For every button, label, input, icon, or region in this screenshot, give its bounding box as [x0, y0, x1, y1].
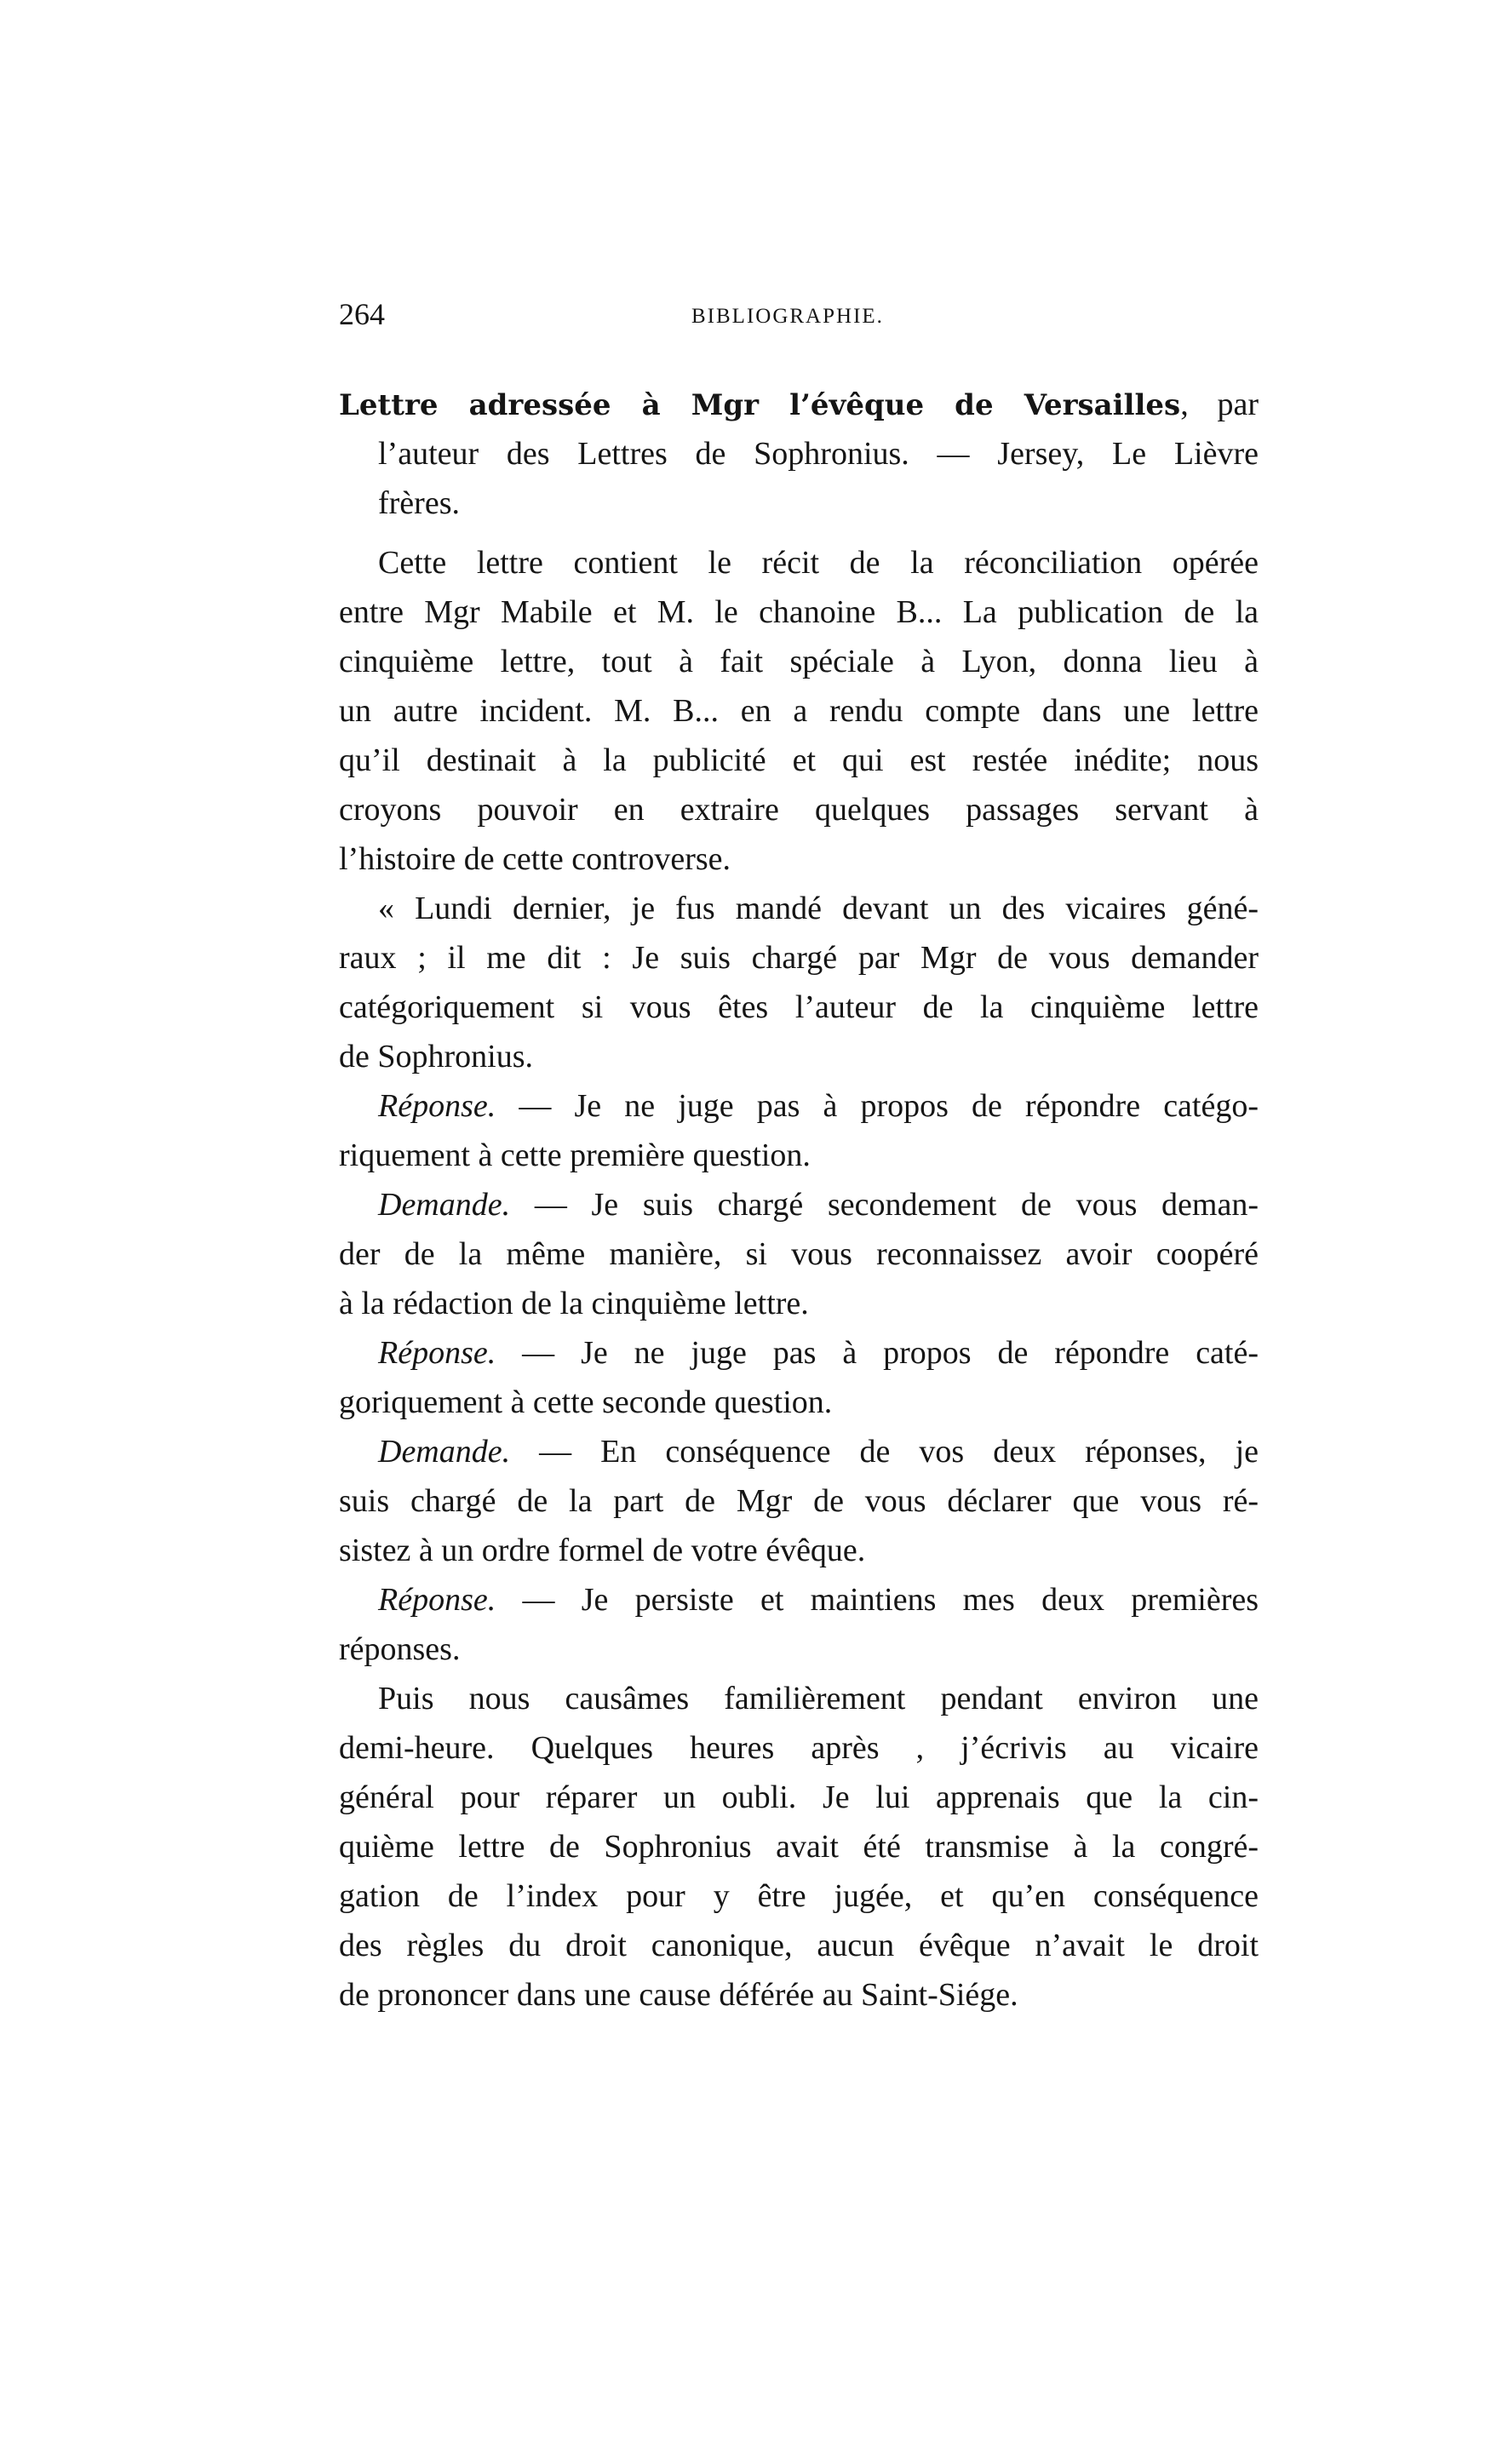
- text-line: [339, 1180, 1259, 1229]
- text-span: demi-heure. Quelques heures après , j’écrivis au vicaire: [339, 1730, 1259, 1766]
- text-span: catégoriquement si vous êtes l’auteur de la cinquième lettre: [339, 989, 1259, 1025]
- text-span: riquement à cette première question.: [339, 1137, 811, 1173]
- text-line: [339, 1328, 1259, 1378]
- text-line: [339, 429, 1259, 478]
- text-line: [339, 1773, 1259, 1822]
- text-line: [339, 1921, 1259, 1970]
- text-span: de Sophronius.: [339, 1039, 533, 1074]
- text-span: de prononcer dans une cause déférée au Saint-Siége.: [339, 1977, 1018, 2013]
- text-span: frères.: [378, 485, 460, 521]
- text-span: suis chargé de la part de Mgr de vous déclarer que vous ré-: [339, 1483, 1259, 1519]
- text-span: « Lundi dernier, je fus mandé devant un des vicaires géné-: [378, 891, 1259, 926]
- text-line: [339, 1427, 1259, 1476]
- text-line: [339, 736, 1259, 785]
- text-span: , par: [1180, 387, 1259, 422]
- text-line: [339, 1081, 1259, 1131]
- text-line: [339, 538, 1259, 587]
- text-span: l’auteur des Lettres de Sophronius. — Jersey, Le Lièvre: [378, 436, 1259, 472]
- text-span: goriquement à cette seconde question.: [339, 1384, 833, 1420]
- text-line: [339, 1822, 1259, 1871]
- text-span: raux ; il me dit : Je suis chargé par Mgr de vous demander: [339, 940, 1259, 976]
- text-span: cinquième lettre, tout à fait spéciale à Lyon, donna lieu à: [339, 644, 1259, 679]
- text-span: un autre incident. M. B... en a rendu compte dans une lettre: [339, 693, 1259, 729]
- text-span: — En conséquence de vos deux réponses, je: [510, 1434, 1259, 1470]
- text-span: entre Mgr Mabile et M. le chanoine B... La publication de la: [339, 594, 1259, 630]
- text-span: — Je ne juge pas à propos de répondre catégo-: [496, 1088, 1259, 1124]
- text-line: [339, 587, 1259, 637]
- text-line: [339, 1131, 1259, 1180]
- text-line: [339, 933, 1259, 983]
- text-line: [339, 1575, 1259, 1625]
- text-span: des règles du droit canonique, aucun évêque n’avait le droit: [339, 1928, 1259, 1963]
- text-line: [339, 1378, 1259, 1427]
- text-span: sistez à un ordre formel de votre évêque.: [339, 1533, 866, 1568]
- text-line: [339, 1970, 1259, 2020]
- text-span: Puis nous causâmes familièrement pendant environ une: [378, 1681, 1259, 1716]
- text-line: [339, 884, 1259, 933]
- text-line: [339, 785, 1259, 834]
- dialogue-label: Réponse.: [378, 1582, 496, 1618]
- page-number: 264: [339, 297, 385, 331]
- text-line: [339, 1032, 1259, 1081]
- text-span: l’histoire de cette controverse.: [339, 841, 731, 877]
- dialogue-label: Demande.: [378, 1434, 511, 1470]
- text-span: — Je ne juge pas à propos de répondre caté-: [496, 1335, 1259, 1371]
- dialogue-label: Réponse.: [378, 1088, 496, 1124]
- text-line: [339, 637, 1259, 686]
- text-line: [339, 1526, 1259, 1575]
- text-line: [339, 380, 1259, 429]
- text-span: à la rédaction de la cinquième lettre.: [339, 1286, 809, 1321]
- text-line: [339, 834, 1259, 884]
- body-text: [339, 380, 1259, 2020]
- text-line: [339, 1723, 1259, 1773]
- text-line: [339, 1476, 1259, 1526]
- entry-title: Lettre adressée à Mgr l’évêque de Versailles: [339, 388, 1181, 422]
- text-line: [339, 1625, 1259, 1674]
- text-span: qu’il destinait à la publicité et qui est restée inédite; nous: [339, 742, 1259, 778]
- text-line: [339, 1279, 1259, 1328]
- text-span: gation de l’index pour y être jugée, et qu’en conséquence: [339, 1878, 1259, 1914]
- text-span: der de la même manière, si vous reconnaissez avoir coopéré: [339, 1236, 1259, 1272]
- dialogue-label: Réponse.: [378, 1335, 496, 1371]
- text-span: croyons pouvoir en extraire quelques passages servant à: [339, 792, 1259, 828]
- text-line: [339, 983, 1259, 1032]
- text-line: [339, 478, 1259, 528]
- dialogue-label: Demande.: [378, 1187, 511, 1223]
- text-line: [339, 1674, 1259, 1723]
- running-head: BIBLIOGRAPHIE.: [691, 305, 884, 328]
- text-span: — Je persiste et maintiens mes deux premières: [496, 1582, 1259, 1618]
- text-span: général pour réparer un oubli. Je lui apprenais que la cin-: [339, 1779, 1259, 1815]
- text-span: réponses.: [339, 1631, 461, 1667]
- text-line: [339, 686, 1259, 736]
- text-span: Cette lettre contient le récit de la réconciliation opérée: [378, 545, 1259, 581]
- text-span: — Je suis chargé secondement de vous deman-: [510, 1187, 1259, 1223]
- text-line: [339, 1871, 1259, 1921]
- text-line: [339, 1229, 1259, 1279]
- text-span: quième lettre de Sophronius avait été transmise à la congré-: [339, 1829, 1259, 1865]
